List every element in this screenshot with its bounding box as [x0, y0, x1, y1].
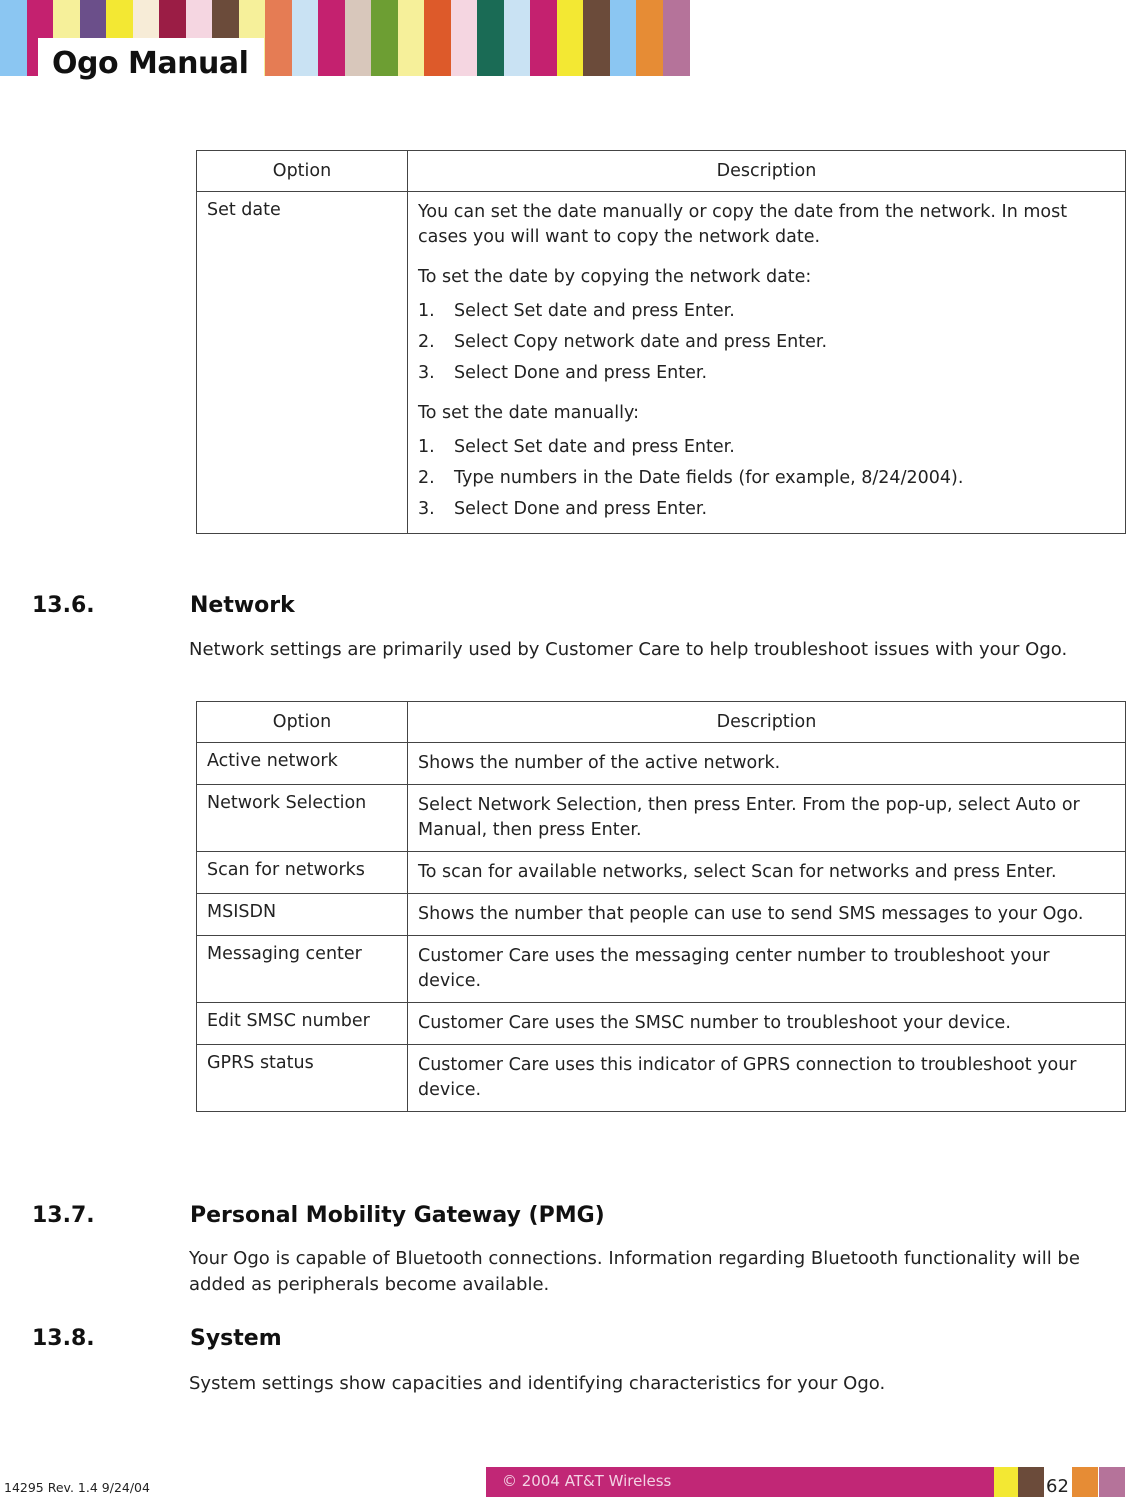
color-stripe: [0, 0, 27, 76]
footer-bar: [486, 1467, 994, 1497]
option-description: Shows the number of the active network.: [408, 743, 1126, 785]
copy-date-steps: [418, 296, 1115, 389]
step-item: [418, 327, 1115, 358]
footer-color-block: [994, 1467, 1020, 1497]
section-number: 13.8.: [32, 1326, 95, 1351]
color-stripe: [610, 0, 637, 76]
option-name: Active network: [197, 743, 408, 785]
color-stripe: [345, 0, 372, 76]
table-row: [197, 1045, 1126, 1112]
option-name: Network Selection: [197, 785, 408, 852]
section-heading-pmg: [32, 1203, 605, 1228]
table-row: [197, 192, 1126, 534]
option-name: MSISDN: [197, 894, 408, 936]
manual-title: Ogo Manual: [52, 46, 249, 81]
option-description: To scan for available networks, select Scan for networks and press Enter.: [408, 852, 1126, 894]
table-row: [197, 743, 1126, 785]
option-description: [408, 192, 1126, 534]
copy-date-heading: To set the date by copying the network date:: [418, 267, 812, 287]
step-item: [418, 494, 1115, 525]
network-options-table: [196, 701, 1126, 1112]
option-name: Edit SMSC number: [197, 1003, 408, 1045]
option-description: Shows the number that people can use to send SMS messages to your Ogo.: [408, 894, 1126, 936]
step-number: 3.: [418, 363, 435, 383]
step-number: 1.: [418, 301, 435, 321]
step-text: Select Set date and press Enter.: [454, 301, 735, 321]
description-intro: You can set the date manually or copy the date from the network. In most cases you will want to copy the network date.: [418, 202, 1068, 247]
document-revision: 14295 Rev. 1.4 9/24/04: [4, 1480, 150, 1495]
color-stripe: [292, 0, 319, 76]
color-stripe: [530, 0, 557, 76]
table-row: [197, 785, 1126, 852]
step-number: 2.: [418, 332, 435, 352]
step-text: Select Done and press Enter.: [454, 499, 708, 519]
option-description: Customer Care uses this indicator of GPRS connection to troubleshoot your device.: [408, 1045, 1126, 1112]
color-stripe: [477, 0, 504, 76]
step-item: [418, 358, 1115, 389]
option-name: Set date: [197, 192, 408, 534]
table-row: [197, 852, 1126, 894]
color-stripe: [318, 0, 345, 76]
network-paragraph: Network settings are primarily used by Customer Care to help troubleshoot issues with your Ogo.: [189, 639, 1068, 660]
section-title: System: [190, 1326, 282, 1351]
step-item: [418, 432, 1115, 463]
color-stripe: [398, 0, 425, 76]
step-number: 1.: [418, 437, 435, 457]
color-stripe: [583, 0, 610, 76]
copyright-notice: © 2004 AT&T Wireless: [502, 1472, 672, 1490]
option-column-header: Option: [197, 151, 408, 192]
color-stripe: [504, 0, 531, 76]
date-options-table: [196, 150, 1126, 534]
table-row: [197, 894, 1126, 936]
footer-color-block: [1072, 1467, 1098, 1497]
section-heading-network: [32, 593, 295, 618]
step-item: [418, 463, 1115, 494]
section-heading-system: [32, 1326, 282, 1351]
option-name: Messaging center: [197, 936, 408, 1003]
section-title: Network: [190, 593, 295, 618]
option-name: Scan for networks: [197, 852, 408, 894]
table-header-row: [197, 702, 1126, 743]
section-number: 13.7.: [32, 1203, 95, 1228]
option-column-header: Option: [197, 702, 408, 743]
step-number: 2.: [418, 468, 435, 488]
step-item: [418, 296, 1115, 327]
step-text: Select Done and press Enter.: [454, 363, 708, 383]
option-description: Select Network Selection, then press Enter. From the pop-up, select Auto or Manual, then press Enter.: [408, 785, 1126, 852]
footer-color-block: [1099, 1467, 1125, 1497]
color-stripe: [663, 0, 690, 76]
color-stripe: [636, 0, 663, 76]
color-stripe: [557, 0, 584, 76]
pmg-paragraph: Your Ogo is capable of Bluetooth connections. Information regarding Bluetooth functionality will be added as peripherals become available.: [189, 1248, 1080, 1295]
step-number: 3.: [418, 499, 435, 519]
color-stripe: [371, 0, 398, 76]
option-description: Customer Care uses the SMSC number to troubleshoot your device.: [408, 1003, 1126, 1045]
table-row: [197, 936, 1126, 1003]
color-stripe: [451, 0, 478, 76]
manual-date-steps: [418, 432, 1115, 525]
step-text: Select Copy network date and press Enter.: [454, 332, 828, 352]
manual-date-heading: To set the date manually:: [418, 403, 639, 423]
title-box: [38, 38, 264, 90]
option-name: GPRS status: [197, 1045, 408, 1112]
section-number: 13.6.: [32, 593, 95, 618]
step-text: Select Set date and press Enter.: [454, 437, 735, 457]
description-column-header: Description: [408, 702, 1126, 743]
option-description: Customer Care uses the messaging center number to troubleshoot your device.: [408, 936, 1126, 1003]
color-stripe: [265, 0, 292, 76]
system-paragraph: System settings show capacities and identifying characteristics for your Ogo.: [189, 1373, 886, 1394]
page-number: 62: [1046, 1476, 1069, 1497]
step-text: Type numbers in the Date fields (for example, 8/24/2004).: [454, 468, 964, 488]
description-column-header: Description: [408, 151, 1126, 192]
color-stripe: [424, 0, 451, 76]
table-row: [197, 1003, 1126, 1045]
footer-color-block: [1018, 1467, 1044, 1497]
section-title: Personal Mobility Gateway (PMG): [190, 1203, 605, 1228]
table-header-row: [197, 151, 1126, 192]
